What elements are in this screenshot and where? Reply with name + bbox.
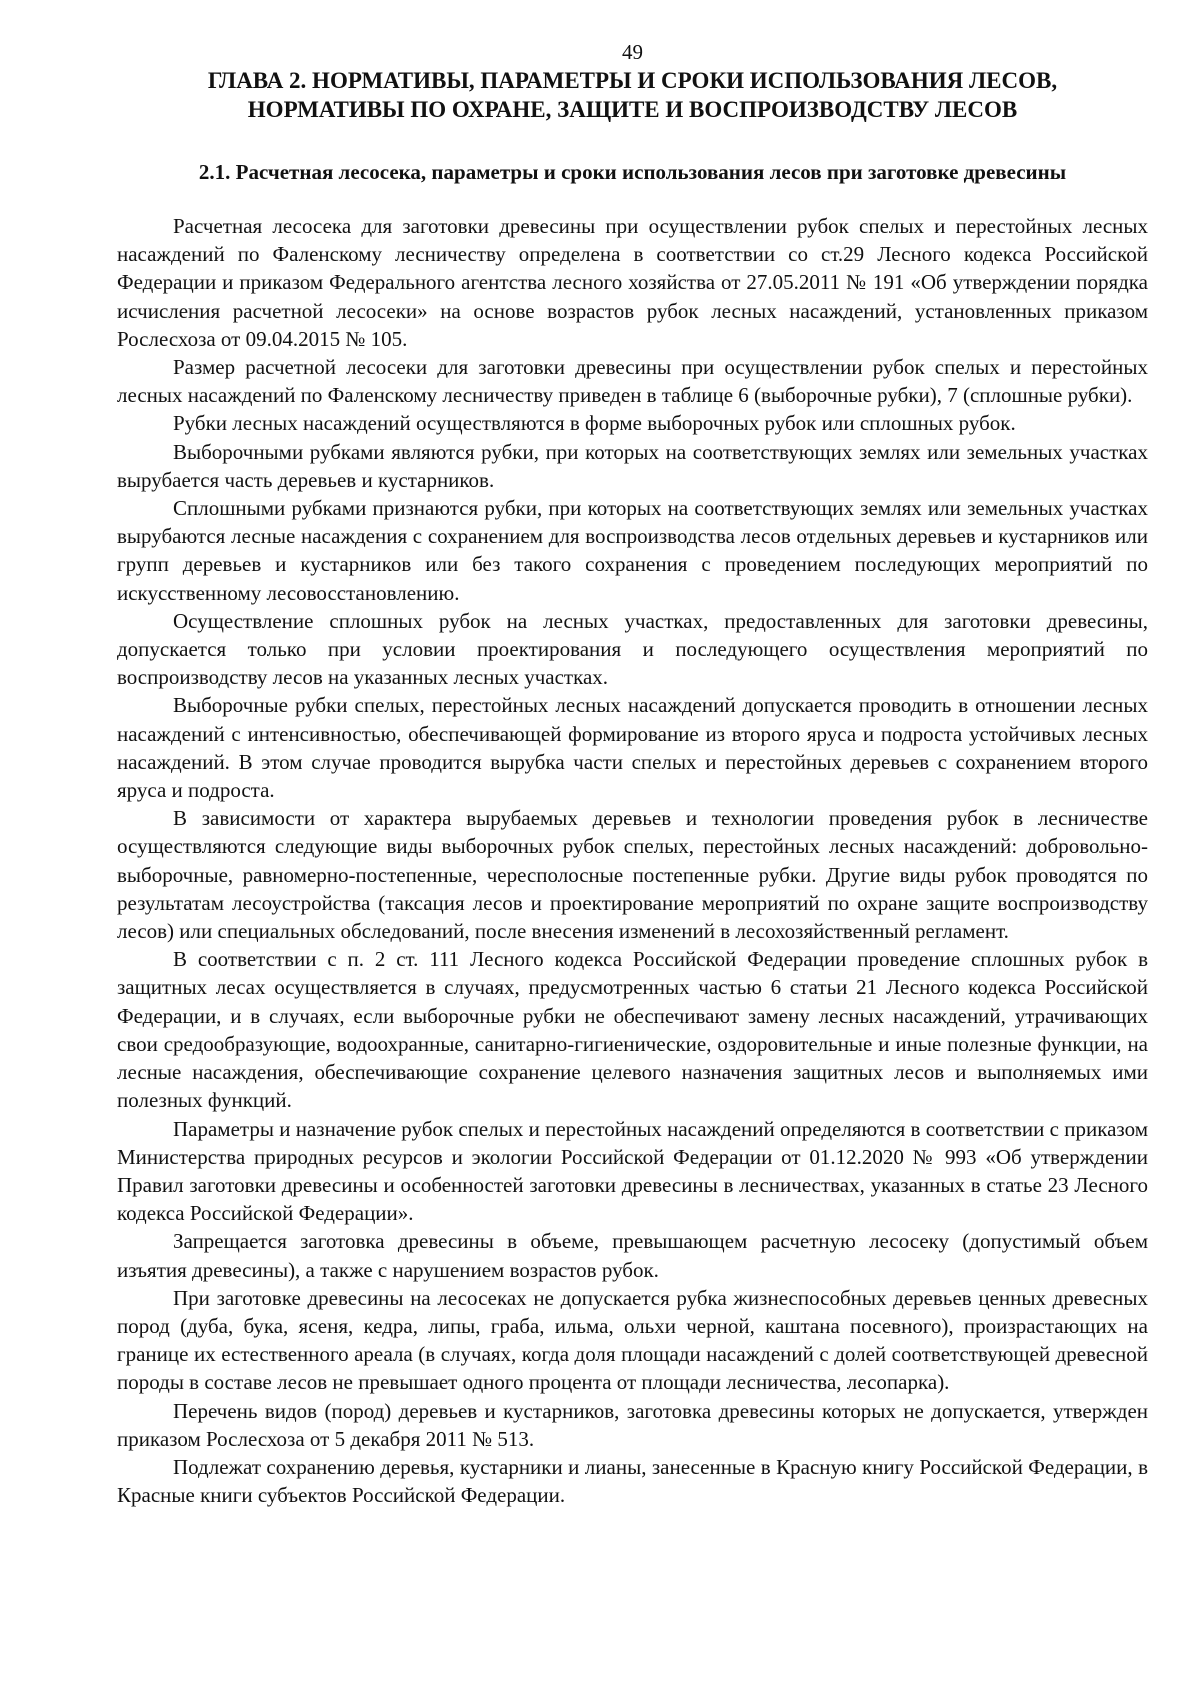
paragraph: Перечень видов (пород) деревьев и кустарников, заготовка древесины которых не допускается, утвержден приказом Рослесхоза от 5 декабря 2011 № 513.: [117, 1398, 1148, 1451]
paragraph: Осуществление сплошных рубок на лесных участках, предоставленных для заготовки древесины, допускается только при условии проектирования и последующего осуществления мероприятий по воспроизводству лесов на указанных лесных участках.: [117, 608, 1148, 690]
paragraph: При заготовке древесины на лесосеках не допускается рубка жизнеспособных деревьев ценных древесных пород (дуба, бука, ясеня, кедра, липы, граба, ильма, ольхи черной, каштана посевного), произрастающих на границе их естественного ареала (в случаях, когда доля площади насаждений с долей соответствующей древесной породы в составе лесов не превышает одного процента от площади лесничества, лесопарка).: [117, 1285, 1148, 1395]
paragraph: Подлежат сохранению деревья, кустарники и лианы, занесенные в Красную книгу Российской Федерации, в Красные книги субъектов Российской Федерации.: [117, 1454, 1148, 1508]
paragraph: Запрещается заготовка древесины в объеме, превышающем расчетную лесосеку (допустимый объем изъятия древесины), а также с нарушением возрастов рубок.: [117, 1229, 1148, 1282]
section-title: 2.1. Расчетная лесосека, параметры и сроки использования лесов при заготовке древесины: [198, 160, 1067, 184]
paragraph: В соответствии с п. 2 ст. 111 Лесного кодекса Российской Федерации проведение сплошных рубок в защитных лесах осуществляется в случаях, предусмотренных частью 6 статьи 21 Лесного кодекса Российской Федерации, и в случаях, если выборочные рубки не обеспечивают замену лесных насаждений, утрачивающих свои средообразующие, водоохранные, санитарно-гигиенические, оздоровительные и иные полезные функции, на лесные насаждения, обеспечивающие сохранение целевого назначения защитных лесов и выполняемых ими полезных функций.: [117, 947, 1148, 1113]
chapter-title-line-2: НОРМАТИВЫ ПО ОХРАНЕ, ЗАЩИТЕ И ВОСПРОИЗВОДСТВУ ЛЕСОВ: [247, 97, 1018, 122]
paragraph: Расчетная лесосека для заготовки древесины при осуществлении рубок спелых и перестойных лесных насаждений по Фаленскому лесничеству определена в соответствии со ст.29 Лесного кодекса Российской Федерации и приказом Федерального агентства лесного хозяйства от 27.05.2011 № 191 «Об утверждении порядка исчисления расчетной лесосеки» на основе возрастов рубок лесных насаждений, установленных приказом Рослесхоза от 09.04.2015 № 105.: [117, 214, 1148, 351]
paragraph: Выборочными рубками являются рубки, при которых на соответствующих землях или земельных участках вырубается часть деревьев и кустарников.: [117, 439, 1148, 492]
chapter-title: [117, 66, 1148, 124]
paragraph: Параметры и назначение рубок спелых и перестойных насаждений определяются в соответствии с приказом Министерства природных ресурсов и экологии Российской Федерации от 01.12.2020 № 993 «Об утверждении Правил заготовки древесины и особенностей заготовки древесины в лесничествах, указанных в статье 23 Лесного кодекса Российской Федерации».: [117, 1116, 1148, 1226]
chapter-title-line-1: ГЛАВА 2. НОРМАТИВЫ, ПАРАМЕТРЫ И СРОКИ ИСПОЛЬЗОВАНИЯ ЛЕСОВ,: [207, 68, 1058, 93]
paragraph: Рубки лесных насаждений осуществляются в форме выборочных рубок или сплошных рубок.: [173, 411, 1016, 436]
paragraph: Сплошными рубками признаются рубки, при которых на соответствующих землях или земельных участках вырубаются лесные насаждения с сохранением для воспроизводства лесов отдельных деревьев и кустарников или групп деревьев и кустарников или без такого сохранения с проведением последующих мероприятий по искусственному лесовосстановлению.: [117, 496, 1148, 605]
body-text: [117, 212, 1148, 1509]
paragraph: Выборочные рубки спелых, перестойных лесных насаждений допускается проводить в отношении лесных насаждений с интенсивностью, обеспечивающей формирование из второго яруса и подроста устойчивых лесных насаждений. В этом случае проводится вырубка части спелых и перестойных деревьев с сохранением второго яруса и подроста.: [117, 693, 1148, 803]
page-number: 49: [622, 40, 643, 64]
paragraph: В зависимости от характера вырубаемых деревьев и технологии проведения рубок в лесничестве осуществляются следующие виды выборочных рубок спелых, перестойных лесных насаждений: добровольно-выборочные, равномерно-постепенные, чересполосные постепенные рубки. Другие виды рубок проводятся по результатам лесоустройства (таксация лесов и проектирование мероприятий по охране защите воспроизводству лесов) или специальных обследований, после внесения изменений в лесохозяйственный регламент.: [117, 806, 1148, 944]
paragraph: Размер расчетной лесосеки для заготовки древесины при осуществлении рубок спелых и перестойных лесных насаждений по Фаленскому лесничеству приведен в таблице 6 (выборочные рубки), 7 (сплошные рубки).: [117, 355, 1148, 408]
